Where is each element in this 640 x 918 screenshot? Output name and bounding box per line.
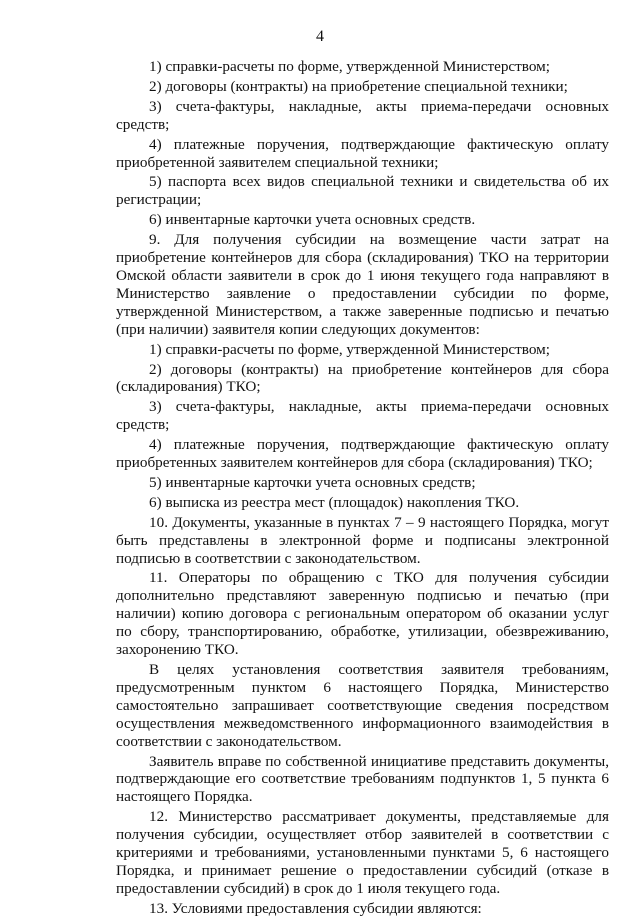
paragraph-item-2-contracts-containers: 2) договоры (контракты) на приобретение контейнеров для сбора (складирования) ТКО; [116, 360, 609, 396]
paragraph-item-6-registry-extract: 6) выписка из реестра мест (площадок) накопления ТКО. [149, 493, 520, 511]
paragraph-clause-13: 13. Условиями предоставления субсидии являются: [149, 899, 482, 917]
paragraph-clause-10: 10. Документы, указанные в пунктах 7 – 9 настоящего Порядка, могут быть представлены в электронной форме и подписаны электронной подписью в соответствии с законодательством. [116, 513, 609, 567]
paragraph-item-4-payment-orders-equipment: 4) платежные поручения, подтверждающие фактическую оплату приобретенной заявителем специальной техники; [116, 135, 609, 171]
paragraph-item-5-passports: 5) паспорта всех видов специальной техники и свидетельства об их регистрации; [116, 173, 609, 209]
page-number: 4 [316, 28, 324, 45]
paragraph-item-1-help-calc: 1) справки-расчеты по форме, утвержденной Министерством; [149, 58, 550, 75]
paragraph-item-3-invoices-containers: 3) счета-фактуры, накладные, акты приема-передачи основных средств; [116, 398, 609, 434]
paragraph-item-6-inventory-cards: 6) инвентарные карточки учета основных средств. [149, 211, 476, 229]
paragraph-item-1-help-calc-containers: 1) справки-расчеты по форме, утвержденной Министерством; [149, 340, 550, 358]
paragraph-item-4-payment-orders-containers: 4) платежные поручения, подтверждающие фактическую оплату приобретенных заявителем контейнеров для сбора (складирования) ТКО; [116, 436, 609, 472]
paragraph-item-5-inventory-cards-containers: 5) инвентарные карточки учета основных средств; [149, 473, 476, 491]
paragraph-item-2-contracts-equipment: 2) договоры (контракты) на приобретение специальной техники; [149, 77, 568, 95]
document-body [116, 58, 609, 918]
paragraph-clause-11: 11. Операторы по обращению с ТКО для получения субсидии дополнительно представляют заверенную подписью и печатью (при наличии) копию договора с региональным оператором об оказании услуг по сбору, транспортированию, обработке, утилизации, обезвреживанию, захоронению ТКО. [116, 569, 609, 659]
paragraph-applicant-initiative: Заявитель вправе по собственной инициативе представить документы, подтверждающие его соответствие требованиям подпунктов 1, 5 пункта 6 настоящего Порядка. [116, 752, 609, 806]
paragraph-interagency-request: В целях установления соответствия заявителя требованиям, предусмотренным пунктом 6 настоящего Порядка, Министерство самостоятельно запрашивает соответствующие сведения посредством осуществления межведомственного информационного взаимодействия в соответствии с законодательством. [116, 661, 609, 750]
paragraph-clause-9: 9. Для получения субсидии на возмещение части затрат на приобретение контейнеров для сбора (складирования) ТКО на территории Омской области заявители в срок до 1 июня текущего года направляют в Министерство заявление о предоставлении субсидии по форме, утвержденной Министерством, а также заверенные подписью и печатью (при наличии) заявителя копии следующих документов: [116, 231, 609, 338]
paragraph-item-3-invoices: 3) счета-фактуры, накладные, акты приема-передачи основных средств; [116, 97, 609, 133]
paragraph-clause-12: 12. Министерство рассматривает документы, представляемые для получения субсидии, осуществляет отбор заявителей в соответствии с критериями и требованиями, установленными пунктами 5, 6 настоящего Порядка, и принимает решение о предоставлении субсидий (отказе в предоставлении субсидий) в срок до 1 июля текущего года. [116, 808, 609, 897]
